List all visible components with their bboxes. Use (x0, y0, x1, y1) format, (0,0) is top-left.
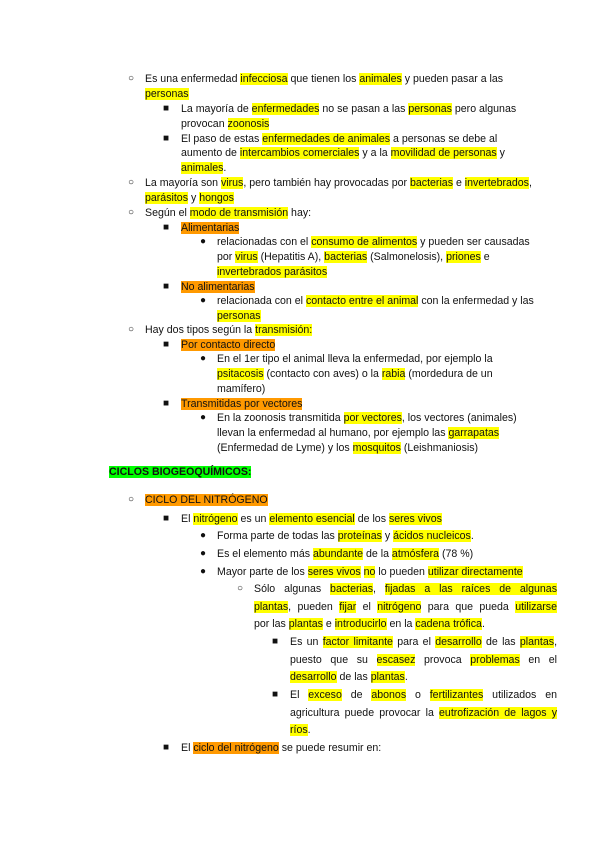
text-run: hay: (288, 207, 312, 219)
highlighted-text: intercambios comerciales (239, 147, 360, 159)
highlighted-text: zoonosis (227, 118, 270, 130)
text-run: , (528, 177, 532, 189)
highlighted-text: eutrofización de lagos y (439, 707, 557, 719)
highlighted-text: personas (145, 88, 189, 100)
text-run: . (470, 530, 474, 542)
highlighted-text: elemento esencial (269, 513, 355, 525)
highlighted-text: no (363, 566, 376, 578)
highlighted-text: nitrógeno (377, 601, 422, 613)
highlighted-text: introducirlo (334, 618, 387, 630)
text-run: por las (254, 618, 289, 630)
text-run: Es un (290, 636, 323, 648)
text-run: y a la (359, 147, 391, 159)
highlighted-text: utilizar directamente (427, 566, 523, 578)
text-line (217, 565, 523, 579)
highlighted-text: ácidos nucleicos (393, 530, 471, 542)
text-run: , pero también hay provocadas por (243, 177, 410, 189)
text-line (145, 176, 532, 190)
highlighted-text: invertebrados (464, 177, 529, 189)
highlighted-text: seres vivos (388, 513, 442, 525)
text-run: (contacto con aves) o la (263, 368, 382, 380)
text-line (145, 72, 503, 86)
text-run: por (217, 251, 236, 263)
text-run: utilizados en (483, 689, 557, 701)
highlighted-text: personas (217, 310, 261, 322)
text-run: de las (481, 636, 520, 648)
hollow-bullet: ○ (128, 494, 135, 505)
orange-highlighted-text: Transmitidas por vectores (181, 398, 303, 410)
text-run: provoca (415, 654, 471, 666)
highlighted-text: desarrollo (435, 636, 482, 648)
text-run: relacionada con el (217, 295, 306, 307)
text-line (181, 117, 269, 131)
text-run: para que pueda (421, 601, 516, 613)
text-line (145, 323, 312, 337)
text-run: a personas se debe al (390, 133, 498, 145)
highlighted-text: fijar (339, 601, 357, 613)
highlighted-text: enfermedades (251, 103, 320, 115)
text-line (145, 206, 311, 220)
highlighted-text: exceso (308, 689, 342, 701)
text-line (290, 653, 557, 667)
highlighted-text: por vectores (343, 412, 402, 424)
text-run: e (453, 177, 465, 189)
highlighted-text: bacterias (324, 251, 368, 263)
text-run: , (554, 636, 558, 648)
text-run: y pueden pasar a las (401, 73, 504, 85)
text-run: , los vectores (animales) (401, 412, 517, 424)
text-line (217, 235, 530, 249)
dot-bullet: ● (200, 566, 207, 577)
text-run: lo pueden (375, 566, 428, 578)
hollow-bullet: ○ (128, 207, 135, 218)
text-run: Según el (145, 207, 190, 219)
text-run: (Hepatitis A), (257, 251, 325, 263)
text-run: Hay dos tipos según la (145, 324, 256, 336)
highlighted-text: abonos (371, 689, 407, 701)
text-run: El paso de estas (181, 133, 263, 145)
orange-highlighted-text: Por contacto directo (181, 339, 276, 351)
highlighted-text: infecciosa (240, 73, 288, 85)
square-bullet: ■ (163, 281, 170, 292)
text-run: de los (354, 513, 389, 525)
text-run: Forma parte de todas las (217, 530, 338, 542)
text-line (181, 741, 381, 755)
text-line (217, 547, 473, 561)
orange-highlighted-text: No alimentarias (181, 281, 255, 293)
highlighted-text: cadena trófica (415, 618, 482, 630)
text-run: de las (336, 671, 371, 683)
text-run: Mayor parte de los (217, 566, 308, 578)
text-run: , (373, 583, 385, 595)
text-run: En el 1er tipo el animal lleva la enfermedad, por ejemplo la (217, 353, 493, 365)
text-line (217, 352, 493, 366)
highlighted-text: animales (181, 162, 224, 174)
text-line (181, 221, 239, 235)
text-run: pero algunas (451, 103, 517, 115)
highlighted-text: factor limitante (322, 636, 393, 648)
text-line (290, 670, 408, 684)
highlighted-text: transmisión: (255, 324, 313, 336)
highlighted-text: bacterias (330, 583, 374, 595)
highlighted-text: consumo de alimentos (311, 236, 418, 248)
text-line (254, 617, 485, 631)
highlighted-text: hongos (199, 192, 234, 204)
text-run: El (290, 689, 309, 701)
highlighted-text: escasez (376, 654, 416, 666)
text-line (217, 411, 517, 425)
highlighted-text: plantas (288, 618, 323, 630)
text-run: en el (519, 654, 557, 666)
text-run: e (480, 251, 490, 263)
text-run: (mordedura de un (405, 368, 493, 380)
text-run: , pueden (288, 601, 340, 613)
square-bullet: ■ (163, 133, 170, 144)
text-run: En la zoonosis transmitida (217, 412, 344, 424)
highlighted-text: fertilizantes (429, 689, 484, 701)
text-line (217, 309, 261, 323)
text-run: . (481, 618, 485, 630)
dot-bullet: ● (200, 548, 207, 559)
highlighted-text: psitacosis (217, 368, 264, 380)
text-run: El (181, 513, 194, 525)
dot-bullet: ● (200, 236, 207, 247)
text-line (181, 102, 516, 116)
text-line (181, 397, 302, 411)
highlighted-text: bacterias (410, 177, 453, 189)
highlighted-text: invertebrados parásitos (217, 266, 328, 278)
highlighted-text: contacto entre el animal (305, 295, 419, 307)
text-line (290, 688, 557, 702)
text-line (254, 600, 557, 614)
text-run: Sólo algunas (254, 583, 331, 595)
text-line (181, 338, 275, 352)
hollow-bullet: ○ (237, 583, 244, 594)
text-line (254, 582, 557, 596)
highlighted-text: parásitos (145, 192, 188, 204)
highlighted-text: abundante (312, 548, 364, 560)
hollow-bullet: ○ (128, 73, 135, 84)
highlighted-text: enfermedades de animales (262, 133, 391, 145)
text-line (217, 529, 474, 543)
text-line (217, 441, 478, 455)
highlighted-text: plantas (519, 636, 555, 648)
text-run: Es una enfermedad (145, 73, 241, 85)
square-bullet: ■ (163, 103, 170, 114)
highlighted-text: nitrógeno (193, 513, 238, 525)
text-line (217, 265, 327, 279)
text-run: (Salmonelosis), (367, 251, 447, 263)
text-run: (Enfermedad de Lyme) y los (217, 442, 353, 454)
text-run: La mayoría de (181, 103, 252, 115)
text-run: es un (237, 513, 270, 525)
text-run: se puede resumir en: (278, 742, 382, 754)
dot-bullet: ● (200, 530, 207, 541)
text-run: en la (386, 618, 416, 630)
text-line (290, 635, 557, 649)
ciclos-heading: CICLOS BIOGEOQUÍMICOS: (109, 466, 252, 478)
highlighted-text: rabia (381, 368, 406, 380)
dot-bullet: ● (200, 412, 207, 423)
highlighted-text: atmósfera (391, 548, 440, 560)
highlighted-text: modo de transmisión (189, 207, 289, 219)
text-run: o (406, 689, 430, 701)
text-run: y (188, 192, 200, 204)
text-run: mamífero) (217, 383, 266, 395)
highlighted-text: garrapatas (448, 427, 500, 439)
highlighted-text: animales (359, 73, 402, 85)
text-run: provocan (181, 118, 228, 130)
text-line (217, 294, 534, 308)
highlighted-text: proteínas (337, 530, 382, 542)
square-bullet: ■ (163, 513, 170, 524)
highlighted-text: ríos (290, 724, 308, 736)
square-bullet: ■ (163, 398, 170, 409)
text-run: relacionadas con el (217, 236, 312, 248)
text-run: La mayoría son (145, 177, 221, 189)
highlighted-text: fijadas a las raíces de algunas (384, 583, 557, 595)
text-run: el (356, 601, 378, 613)
highlighted-text: problemas (470, 654, 520, 666)
text-run: agricultura puede provocar la (290, 707, 440, 719)
text-run: . (404, 671, 408, 683)
square-bullet: ■ (163, 742, 170, 753)
text-line (181, 512, 442, 526)
text-run: . (307, 724, 311, 736)
highlighted-text: movilidad de personas (390, 147, 497, 159)
text-line (181, 146, 505, 160)
text-line (145, 493, 268, 507)
highlighted-text: virus (220, 177, 244, 189)
text-run: El (181, 742, 194, 754)
text-run: y (496, 147, 505, 159)
text-run: y pueden ser causadas (417, 236, 530, 248)
square-bullet: ■ (272, 689, 279, 700)
text-line (290, 706, 557, 720)
text-run: (Leishmaniosis) (400, 442, 479, 454)
highlighted-text: priones (446, 251, 481, 263)
highlighted-text: plantas (254, 601, 289, 613)
text-run: para el (392, 636, 436, 648)
highlighted-text: desarrollo (290, 671, 337, 683)
text-run: de (341, 689, 372, 701)
text-line (145, 87, 189, 101)
orange-highlighted-text: Alimentarias (181, 222, 240, 234)
square-bullet: ■ (163, 222, 170, 233)
text-run: (78 %) (439, 548, 474, 560)
square-bullet: ■ (163, 339, 170, 350)
orange-highlighted-text: ciclo del nitrógeno (193, 742, 279, 754)
orange-highlighted-text: CICLO DEL NITRÓGENO (145, 494, 268, 506)
highlighted-text: personas (408, 103, 452, 115)
text-run: que tienen los (287, 73, 360, 85)
text-line (217, 250, 490, 264)
highlighted-text: seres vivos (307, 566, 361, 578)
text-run: de la (363, 548, 392, 560)
hollow-bullet: ○ (128, 324, 135, 335)
text-run: e (322, 618, 335, 630)
text-run: aumento de (181, 147, 240, 159)
highlighted-text: mosquitos (352, 442, 401, 454)
text-line (181, 280, 255, 294)
text-run: llevan la enfermedad al humano, por ejemplo las (217, 427, 449, 439)
text-run: con la enfermedad y las (418, 295, 534, 307)
text-line (217, 367, 493, 381)
text-run: y (381, 530, 394, 542)
highlighted-text: virus (235, 251, 258, 263)
text-run: puesto que su (290, 654, 377, 666)
text-run: no se pasan a las (319, 103, 409, 115)
text-run: . (223, 162, 227, 174)
dot-bullet: ● (200, 295, 207, 306)
section-heading (109, 465, 251, 479)
text-line (217, 382, 265, 396)
square-bullet: ■ (272, 636, 279, 647)
text-line (217, 426, 499, 440)
highlighted-text: plantas (370, 671, 405, 683)
highlighted-text: utilizarse (515, 601, 557, 613)
text-line (290, 723, 311, 737)
text-line (181, 132, 497, 146)
dot-bullet: ● (200, 353, 207, 364)
text-run: Es el elemento más (217, 548, 313, 560)
text-line (181, 161, 226, 175)
text-line (145, 191, 234, 205)
hollow-bullet: ○ (128, 177, 135, 188)
